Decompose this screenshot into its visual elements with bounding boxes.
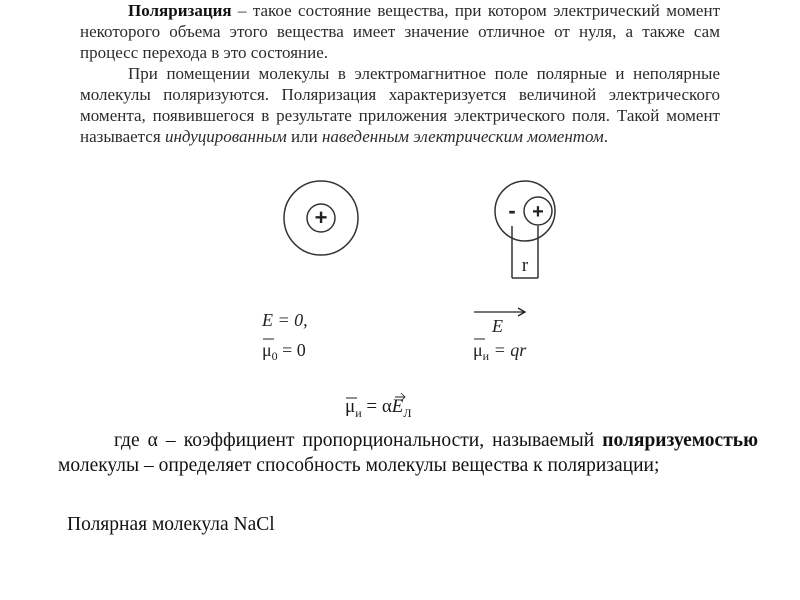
term-induced-moment: наведенным электрическим моментом [321, 127, 604, 146]
where-text: где α – коэффициент пропорциональности, называемый [114, 430, 603, 451]
plus-sign: + [314, 205, 328, 230]
moment-zero-formula: $\mu_0 = 0$ [262, 340, 306, 363]
field-zero-formula: E = 0, [262, 310, 308, 330]
plus-sign-shifted: + [532, 201, 544, 223]
induced-moment-formula: $\mu_и$ = qr [473, 340, 527, 363]
polarizability-paragraph [58, 428, 758, 478]
or-text: или [286, 127, 322, 146]
figure-caption: Полярная молекула NaCl [67, 514, 275, 535]
period-text: . [603, 127, 608, 146]
term-polarizability: поляризуемостью [602, 430, 758, 451]
minus-sign: - [508, 198, 516, 223]
polarizability-formula: $\mu_и = \alpha E_Л$ [345, 396, 412, 420]
definition-text: – такое состояние вещества, при котором электрический момент некоторого объема этого вещества имеет значение отличное от нуля, а также сам процесс перехода в это состояние. [80, 1, 720, 62]
polarizability-description: молекулы – определяет способность молекулы вещества к поляризации; [58, 455, 660, 476]
term-polarization: Поляризация [128, 1, 232, 20]
distance-label: r [521, 255, 529, 276]
term-induced: индуцированным [164, 127, 287, 146]
nonpolar-molecule [284, 181, 358, 255]
induced-text: При помещении молекулы в электромагнитное поле полярные и неполярные молекулы поляризуются. Поляризация характеризуется величиной электрического момента, появившегося в результате приложения электрического поля. Такой момент называется [80, 64, 720, 146]
field-vector-label: E [492, 316, 503, 336]
polarized-molecule [495, 181, 555, 278]
